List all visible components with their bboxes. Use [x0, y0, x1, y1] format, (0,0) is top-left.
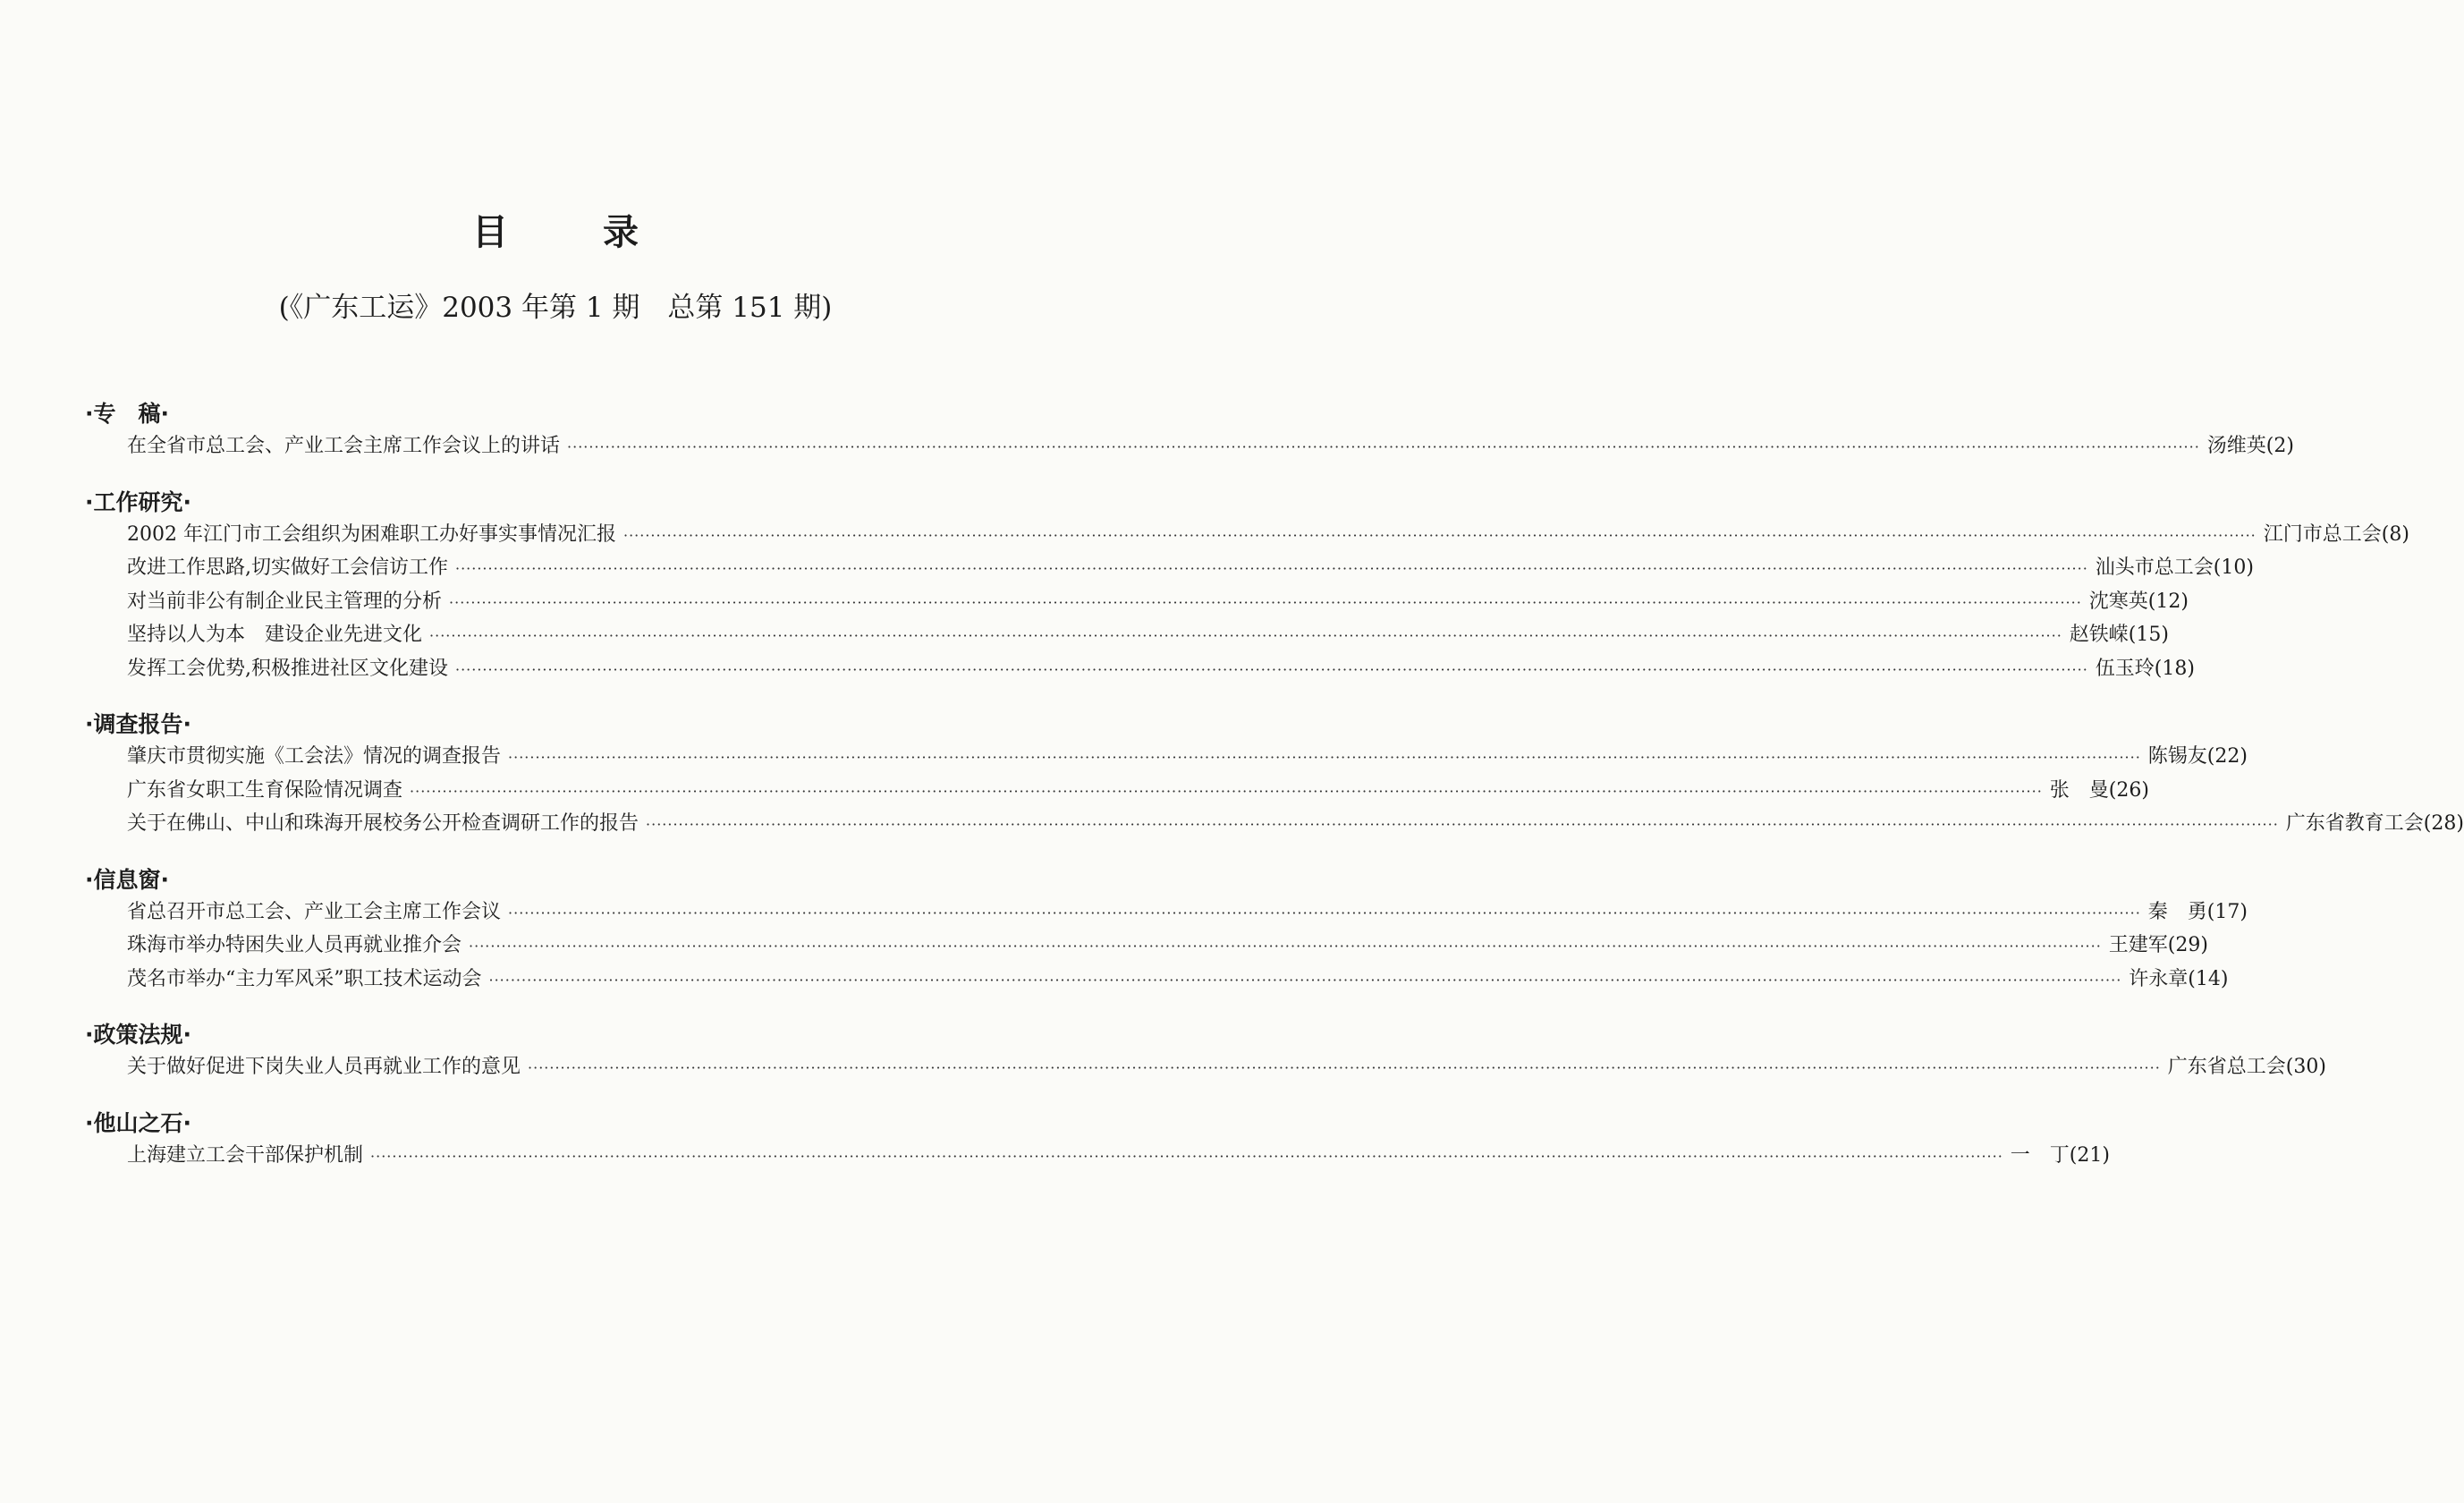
entry-author-page: 王建军(29) [2108, 934, 2208, 956]
section-heading: ·政策法规· [85, 1022, 191, 1048]
toc-section [85, 488, 2409, 686]
dot-leader: ············································································································································································································································································································ [508, 904, 2141, 921]
page-title: 目 录 [472, 212, 680, 253]
entry-title: 广东省女职工生育保险情况调查 [127, 778, 403, 802]
section-heading: ·专 稿· [85, 401, 169, 427]
toc-entry [85, 963, 2229, 997]
dot-leader: ············································································································································································································································································································ [469, 938, 2102, 955]
entry-title: 珠海市举办特困失业人员再就业推介会 [127, 934, 462, 956]
dot-leader: ············································································································································································································································································································ [455, 660, 2088, 678]
dot-leader: ············································································································································································································································································································ [429, 627, 2062, 644]
entry-author-page: 秦 勇(17) [2147, 900, 2248, 923]
entry-title: 2002 年江门市工会组织为困难职工办好事实事情况汇报 [127, 522, 616, 546]
entry-title: 茂名市举办“主力军风采”职工技术运动会 [127, 967, 482, 990]
entry-title: 坚持以人为本 建设企业先进文化 [127, 624, 423, 646]
dot-leader: ············································································································································································································································································································ [528, 1059, 2161, 1076]
toc-entry [85, 551, 2254, 585]
entry-title: 省总召开市总工会、产业工会主席工作会议 [127, 900, 502, 923]
toc-entry [85, 740, 2248, 774]
entry-author-page: 汕头市总工会(10) [2095, 556, 2254, 579]
section-heading: ·工作研究· [85, 488, 191, 515]
dot-leader: ············································································································································································································································································································ [622, 526, 2257, 544]
toc-entry [85, 1139, 2110, 1173]
dot-leader: ············································································································································································································································································································ [508, 749, 2141, 766]
entry-title: 关于在佛山、中山和珠海开展校务公开检查调研工作的报告 [127, 812, 639, 835]
entry-author-page: 张 曼(26) [2049, 778, 2149, 802]
toc-entry [85, 896, 2248, 930]
toc-section [85, 1108, 2110, 1173]
entry-author-page: 沈寒英(12) [2088, 590, 2189, 613]
entry-title: 改进工作思路,切实做好工会信访工作 [127, 556, 448, 579]
entry-title: 发挥工会优势,积极推进社区文化建设 [127, 657, 448, 680]
entry-title: 上海建立工会干部保护机制 [127, 1143, 364, 1167]
entry-title: 在全省市总工会、产业工会主席工作会议上的讲话 [127, 435, 561, 457]
entry-author-page: 江门市总工会(8) [2263, 522, 2409, 546]
toc-entry [85, 929, 2208, 963]
entry-author-page: 陈锡友(22) [2147, 745, 2248, 768]
entry-author-page: 许永章(14) [2129, 967, 2229, 990]
dot-leader: ············································································································································································································································································································ [488, 971, 2122, 989]
dot-leader: ············································································································································································································································································································ [455, 560, 2088, 577]
entry-author-page: 广东省教育工会(28) [2285, 812, 2464, 835]
entry-author-page: 一 丁(21) [2010, 1143, 2110, 1167]
table-of-contents [85, 399, 2464, 1196]
toc-entry [85, 618, 2169, 652]
toc-section [85, 865, 2248, 997]
entry-author-page: 广东省总工会(30) [2167, 1056, 2326, 1078]
toc-entry [85, 807, 2464, 841]
entry-author-page: 赵铁嵘(15) [2069, 624, 2169, 646]
entry-author-page: 汤维英(2) [2206, 435, 2294, 457]
toc-section [85, 399, 2294, 463]
entry-title: 对当前非公有制企业民主管理的分析 [127, 590, 443, 613]
dot-leader: ············································································································································································································································································································ [646, 816, 2279, 833]
toc-entry [85, 774, 2149, 808]
dot-leader: ············································································································································································································································································································ [567, 438, 2200, 455]
toc-entry [85, 585, 2189, 619]
entry-author-page: 伍玉玲(18) [2095, 657, 2195, 680]
dot-leader: ············································································································································································································································································································ [410, 782, 2043, 800]
toc-entry [85, 652, 2195, 686]
section-heading: ·他山之石· [85, 1109, 191, 1136]
toc-section [85, 709, 2464, 841]
dot-leader: ············································································································································································································································································································ [449, 593, 2082, 611]
section-heading: ·信息窗· [85, 866, 169, 893]
toc-entry [85, 518, 2409, 552]
toc-entry [85, 1050, 2326, 1084]
toc-entry [85, 429, 2294, 463]
page-subtitle: (《广东工运》2003 年第 1 期 总第 151 期) [278, 292, 833, 324]
entry-title: 肇庆市贯彻实施《工会法》情况的调查报告 [127, 745, 502, 768]
dot-leader: ············································································································································································································································································································ [370, 1147, 2003, 1165]
section-heading: ·调查报告· [85, 711, 191, 737]
entry-title: 关于做好促进下岗失业人员再就业工作的意见 [127, 1056, 521, 1078]
toc-section [85, 1020, 2326, 1084]
